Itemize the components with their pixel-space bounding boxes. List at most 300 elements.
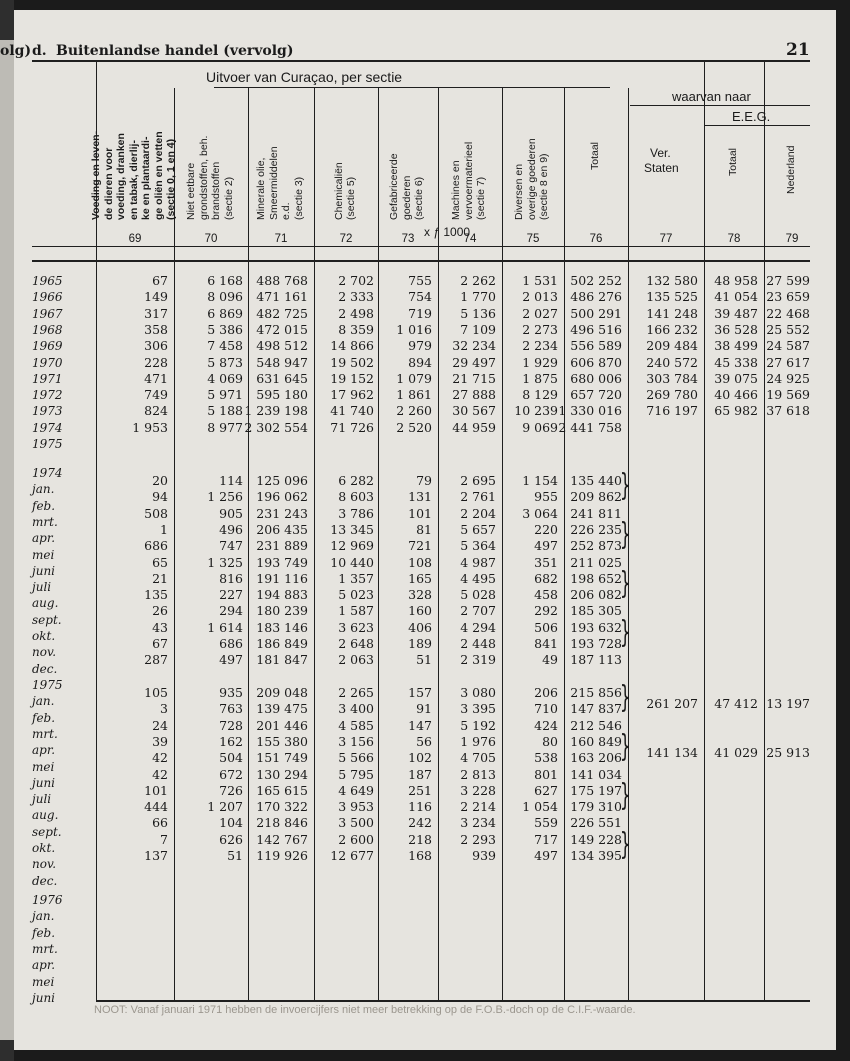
table-cell: 8 603 bbox=[338, 489, 374, 505]
year-label: 1965 bbox=[32, 274, 63, 288]
table-cell: 215 856 bbox=[570, 685, 622, 700]
running-header-left: olg) bbox=[0, 43, 32, 59]
table-cell: 42 bbox=[152, 766, 168, 782]
table-cell: 170 322 bbox=[256, 799, 308, 815]
table-cell: 4 987 bbox=[460, 554, 496, 570]
column-header-line: (sectie 2) bbox=[222, 176, 235, 220]
table-cell: 39 487 bbox=[714, 305, 758, 321]
table-cell: 114 bbox=[219, 473, 243, 488]
table-cell: 3 623 bbox=[338, 619, 374, 635]
table-cell: 56 bbox=[416, 733, 432, 749]
month-label: feb. bbox=[32, 498, 56, 513]
quarter-brace: } bbox=[620, 826, 631, 862]
month-label: juli bbox=[32, 580, 52, 595]
table-cell: 2 441 758 bbox=[558, 419, 622, 435]
column-number: 74 bbox=[463, 233, 477, 245]
table-cell: 682 bbox=[534, 570, 558, 586]
month-label: mrt. bbox=[32, 726, 58, 741]
table-cell: 151 749 bbox=[256, 750, 308, 766]
table-cell: 91 bbox=[416, 701, 432, 717]
scanned-page bbox=[0, 10, 836, 1050]
year-label: 1967 bbox=[32, 306, 63, 321]
table-cell: 7 bbox=[160, 831, 168, 847]
table-cell: 67 bbox=[152, 636, 168, 651]
table-cell: 979 bbox=[408, 338, 432, 354]
month-label: apr. bbox=[32, 531, 56, 546]
table-cell: 3 400 bbox=[338, 701, 374, 717]
table-cell: 38 499 bbox=[714, 338, 758, 354]
table-cell: 1 953 bbox=[132, 419, 168, 435]
table-cell: 252 873 bbox=[570, 538, 622, 554]
table-cell: 317 bbox=[144, 305, 168, 321]
table-cell: 763 bbox=[219, 701, 243, 717]
year-label: 1975 bbox=[32, 437, 63, 451]
table-cell: 556 589 bbox=[570, 338, 622, 354]
table-cell: 548 947 bbox=[256, 354, 308, 370]
column-header-line: Gefabriceerde bbox=[388, 153, 401, 220]
table-cell: 231 889 bbox=[256, 538, 308, 554]
table-cell: 218 bbox=[408, 831, 432, 847]
table-cell: 351 bbox=[534, 554, 558, 570]
table-cell: 39 bbox=[152, 733, 168, 749]
table-cell: 506 bbox=[534, 619, 558, 635]
table-cell: 2 813 bbox=[460, 766, 496, 782]
table-cell: 211 025 bbox=[570, 554, 622, 570]
table-cell: 179 310 bbox=[570, 799, 622, 815]
table-cell: 328 bbox=[408, 587, 432, 603]
table-cell: 51 bbox=[227, 848, 243, 863]
table-cell: 508 bbox=[144, 505, 168, 521]
table-cell: 471 161 bbox=[256, 289, 308, 305]
bottom-rule bbox=[96, 1000, 810, 1002]
table-cell: 672 bbox=[219, 766, 243, 782]
column-header-line: ke en plantaardi- bbox=[140, 136, 153, 220]
column-header-line: grondstoffen, beh. bbox=[197, 135, 210, 220]
table-cell: 19 502 bbox=[330, 354, 374, 370]
table-cell: 30 567 bbox=[452, 403, 496, 419]
month-label: mei bbox=[32, 547, 55, 562]
table-cell: 157 bbox=[408, 685, 432, 700]
table-cell: 65 bbox=[152, 554, 168, 570]
quarter-brace: } bbox=[620, 614, 631, 650]
page-title: Buitenlandse handel (vervolg) bbox=[56, 43, 294, 59]
column-header-line: Diversen en bbox=[513, 163, 526, 220]
table-cell: 22 468 bbox=[766, 305, 810, 321]
table-cell: 24 925 bbox=[766, 370, 810, 386]
column-header-line: vervoermaterieel bbox=[462, 141, 475, 220]
table-cell: 142 767 bbox=[256, 831, 308, 847]
table-cell: 125 096 bbox=[256, 473, 308, 488]
table-cell: 2 333 bbox=[338, 289, 374, 305]
table-cell: 2 702 bbox=[338, 273, 374, 288]
month-label: aug. bbox=[32, 596, 59, 611]
table-cell: 8 977 bbox=[207, 419, 243, 435]
table-cell: 894 bbox=[408, 354, 432, 370]
month-label: juli bbox=[32, 792, 52, 807]
table-cell: 9 069 bbox=[522, 419, 558, 435]
table-cell: 3 786 bbox=[338, 505, 374, 521]
month-label: mrt. bbox=[32, 514, 58, 529]
month-label: nov. bbox=[32, 857, 57, 872]
table-cell: 939 bbox=[472, 848, 496, 863]
table-cell: 6 869 bbox=[207, 305, 243, 321]
table-cell: 51 bbox=[416, 652, 432, 668]
table-cell: 3 156 bbox=[338, 733, 374, 749]
table-cell: 1 929 bbox=[522, 354, 558, 370]
table-cell: 716 197 bbox=[646, 403, 698, 419]
month-label: juni bbox=[32, 990, 56, 1005]
column-number: 72 bbox=[339, 233, 353, 245]
table-cell: 37 618 bbox=[766, 403, 810, 419]
quarter-brace: } bbox=[620, 777, 631, 813]
quarterly-cell: 13 197 bbox=[766, 696, 810, 711]
table-cell: 147 bbox=[408, 717, 432, 733]
table-cell: 841 bbox=[534, 636, 558, 651]
year-label: 1972 bbox=[32, 388, 63, 403]
table-cell: 24 bbox=[152, 717, 168, 733]
table-cell: 102 bbox=[408, 750, 432, 766]
table-cell: 209 484 bbox=[646, 338, 698, 354]
table-cell: 292 bbox=[534, 603, 558, 619]
table-cell: 226 235 bbox=[570, 521, 622, 537]
table-cell: 538 bbox=[534, 750, 558, 766]
table-cell: 1 587 bbox=[338, 603, 374, 619]
table-cell: 10 440 bbox=[330, 554, 374, 570]
table-cell: 1 976 bbox=[460, 733, 496, 749]
table-cell: 5 657 bbox=[460, 521, 496, 537]
column-header-line: Machines en bbox=[450, 160, 463, 220]
table-cell: 824 bbox=[144, 403, 168, 419]
table-cell: 81 bbox=[416, 521, 432, 537]
table-cell: 116 bbox=[408, 799, 432, 815]
table-cell: 194 883 bbox=[256, 587, 308, 603]
column-divider bbox=[174, 88, 175, 1000]
table-cell: 5 192 bbox=[460, 717, 496, 733]
year-label: 1974 bbox=[32, 466, 63, 480]
table-cell: 626 bbox=[219, 831, 243, 847]
quarterly-cell: 47 412 bbox=[714, 696, 758, 711]
table-cell: 1 016 bbox=[396, 321, 432, 337]
table-cell: 10 239 bbox=[514, 403, 558, 419]
column-number: 76 bbox=[589, 233, 603, 245]
table-cell: 218 846 bbox=[256, 815, 308, 831]
table-cell: 196 062 bbox=[256, 489, 308, 505]
table-cell: 79 bbox=[416, 473, 432, 488]
year-label: 1975 bbox=[32, 678, 63, 692]
table-cell: 1 357 bbox=[338, 570, 374, 586]
table-cell: 1 330 016 bbox=[558, 403, 622, 419]
eeg-header: E.E.G. bbox=[732, 109, 771, 124]
table-cell: 231 243 bbox=[256, 505, 308, 521]
table-cell: 19 152 bbox=[330, 370, 374, 386]
table-cell: 228 bbox=[144, 354, 168, 370]
table-cell: 101 bbox=[408, 505, 432, 521]
table-cell: 2 761 bbox=[460, 489, 496, 505]
table-cell: 19 569 bbox=[766, 387, 810, 403]
month-label: apr. bbox=[32, 743, 56, 758]
table-cell: 160 849 bbox=[570, 733, 622, 749]
table-cell: 287 bbox=[144, 652, 168, 668]
year-label: 1969 bbox=[32, 339, 63, 354]
year-label: 1966 bbox=[32, 290, 63, 305]
table-cell: 41 054 bbox=[714, 289, 758, 305]
table-cell: 48 958 bbox=[714, 273, 758, 288]
section-marker: d. bbox=[32, 43, 47, 59]
waarvan-naar: waarvan naar bbox=[672, 89, 751, 104]
table-cell: 710 bbox=[534, 701, 558, 717]
table-cell: 44 959 bbox=[452, 419, 496, 435]
table-cell: 2 600 bbox=[338, 831, 374, 847]
table-cell: 20 bbox=[152, 473, 168, 488]
month-label: mei bbox=[32, 759, 55, 774]
table-cell: 7 458 bbox=[207, 338, 243, 354]
table-cell: 935 bbox=[219, 685, 243, 700]
table-cell: 149 228 bbox=[570, 831, 622, 847]
column-header-line: (sectie 8 en 9) bbox=[538, 153, 551, 220]
table-cell: 2 265 bbox=[338, 685, 374, 700]
table-cell: 193 632 bbox=[570, 619, 622, 635]
table-cell: 294 bbox=[219, 603, 243, 619]
table-cell: 1 614 bbox=[207, 619, 243, 635]
super-header-rule bbox=[214, 87, 610, 88]
table-cell: 132 580 bbox=[646, 273, 698, 288]
table-cell: 5 566 bbox=[338, 750, 374, 766]
table-cell: 23 659 bbox=[766, 289, 810, 305]
table-cell: 135 525 bbox=[646, 289, 698, 305]
table-cell: 198 652 bbox=[570, 570, 622, 586]
table-cell: 1 531 bbox=[522, 273, 558, 288]
table-cell: 444 bbox=[144, 799, 168, 815]
table-cell: 686 bbox=[219, 636, 243, 651]
table-cell: 80 bbox=[542, 733, 558, 749]
table-cell: 212 546 bbox=[570, 717, 622, 733]
table-cell: 162 bbox=[219, 733, 243, 749]
table-cell: 1 256 bbox=[207, 489, 243, 505]
table-cell: 488 768 bbox=[256, 273, 308, 288]
table-cell: 2 013 bbox=[522, 289, 558, 305]
table-cell: 728 bbox=[219, 717, 243, 733]
table-cell: 4 585 bbox=[338, 717, 374, 733]
table-cell: 747 bbox=[219, 538, 243, 554]
table-cell: 226 551 bbox=[570, 815, 622, 831]
table-cell: 45 338 bbox=[714, 354, 758, 370]
table-cell: 135 440 bbox=[570, 473, 622, 488]
column-header-line: (sectie 3) bbox=[292, 176, 305, 220]
table-cell: 595 180 bbox=[256, 387, 308, 403]
table-cell: 486 276 bbox=[570, 289, 622, 305]
month-label: jan. bbox=[32, 694, 55, 709]
column-number: 71 bbox=[274, 233, 288, 245]
table-cell: 2 302 554 bbox=[244, 419, 308, 435]
column-header-line: Ver. bbox=[650, 146, 671, 160]
table-cell: 6 282 bbox=[338, 473, 374, 488]
table-cell: 191 116 bbox=[256, 570, 308, 586]
month-label: jan. bbox=[32, 482, 55, 497]
table-cell: 3 395 bbox=[460, 701, 496, 717]
table-cell: 185 305 bbox=[570, 603, 622, 619]
table-cell: 3 228 bbox=[460, 782, 496, 798]
table-cell: 206 082 bbox=[570, 587, 622, 603]
table-cell: 1 154 bbox=[522, 473, 558, 488]
table-cell: 181 847 bbox=[256, 652, 308, 668]
quarter-brace: } bbox=[620, 680, 631, 715]
table-cell: 905 bbox=[219, 505, 243, 521]
table-cell: 496 516 bbox=[570, 321, 622, 337]
table-cell: 2 204 bbox=[460, 505, 496, 521]
table-cell: 147 837 bbox=[570, 701, 622, 717]
table-cell: 65 982 bbox=[714, 403, 758, 419]
column-divider bbox=[502, 88, 503, 1000]
column-divider bbox=[314, 88, 315, 1000]
table-cell: 5 795 bbox=[338, 766, 374, 782]
month-label: sept. bbox=[32, 824, 62, 839]
table-cell: 220 bbox=[534, 521, 558, 537]
table-cell: 816 bbox=[219, 570, 243, 586]
table-cell: 559 bbox=[534, 815, 558, 831]
table-cell: 2 648 bbox=[338, 636, 374, 651]
month-label: nov. bbox=[32, 645, 57, 660]
table-cell: 680 006 bbox=[570, 370, 622, 386]
year-label: 1976 bbox=[32, 893, 63, 907]
table-cell: 5 188 bbox=[207, 403, 243, 419]
table-cell: 180 239 bbox=[256, 603, 308, 619]
table-cell: 141 034 bbox=[570, 766, 622, 782]
table-cell: 686 bbox=[144, 538, 168, 554]
table-cell: 4 069 bbox=[207, 370, 243, 386]
quarter-brace: } bbox=[620, 565, 631, 601]
table-cell: 149 bbox=[144, 289, 168, 305]
table-cell: 1 bbox=[160, 521, 168, 537]
table-cell: 482 725 bbox=[256, 305, 308, 321]
table-cell: 1 325 bbox=[207, 554, 243, 570]
column-number: 70 bbox=[204, 233, 218, 245]
table-cell: 251 bbox=[408, 782, 432, 798]
column-header-line: Staten bbox=[644, 161, 679, 175]
month-label: sept. bbox=[32, 612, 62, 627]
waarvan-rule bbox=[630, 105, 810, 106]
column-number: 73 bbox=[401, 233, 415, 245]
table-cell: 2 448 bbox=[460, 636, 496, 651]
table-cell: 108 bbox=[408, 554, 432, 570]
column-header-line: (sectie 0, 1 en 4) bbox=[165, 138, 178, 220]
table-cell: 269 780 bbox=[646, 387, 698, 403]
table-cell: 39 075 bbox=[714, 370, 758, 386]
table-cell: 14 866 bbox=[330, 338, 374, 354]
table-cell: 189 bbox=[408, 636, 432, 651]
table-cell: 193 728 bbox=[570, 636, 622, 651]
table-cell: 187 bbox=[408, 766, 432, 782]
table-cell: 183 146 bbox=[256, 619, 308, 635]
table-cell: 17 962 bbox=[330, 387, 374, 403]
table-cell: 606 870 bbox=[570, 354, 622, 370]
top-rule bbox=[32, 60, 810, 62]
column-header-line: (sectie 6) bbox=[413, 176, 426, 220]
table-cell: 717 bbox=[534, 831, 558, 847]
table-cell: 209 862 bbox=[570, 489, 622, 505]
table-cell: 134 395 bbox=[570, 848, 622, 863]
column-header-line: en tabak, dierlij- bbox=[127, 140, 140, 220]
table-cell: 719 bbox=[408, 305, 432, 321]
quarter-brace: } bbox=[620, 468, 631, 503]
table-cell: 155 380 bbox=[256, 733, 308, 749]
month-label: okt. bbox=[32, 841, 56, 855]
table-cell: 749 bbox=[144, 387, 168, 403]
table-cell: 119 926 bbox=[256, 848, 308, 863]
table-cell: 40 466 bbox=[714, 387, 758, 403]
table-cell: 104 bbox=[219, 815, 243, 831]
table-cell: 2 707 bbox=[460, 603, 496, 619]
table-cell: 2 262 bbox=[460, 273, 496, 288]
column-header-line: Voeding en leven- bbox=[90, 130, 103, 220]
eeg-rule bbox=[704, 125, 810, 126]
table-cell: 206 435 bbox=[256, 521, 308, 537]
table-cell: 4 649 bbox=[338, 782, 374, 798]
column-number: 79 bbox=[785, 233, 799, 245]
table-cell: 241 811 bbox=[570, 505, 622, 521]
table-cell: 358 bbox=[144, 321, 168, 337]
year-label: 1973 bbox=[32, 404, 63, 419]
month-label: juni bbox=[32, 775, 56, 790]
table-cell: 2 214 bbox=[460, 799, 496, 815]
table-cell: 5 136 bbox=[460, 305, 496, 321]
table-cell: 21 bbox=[152, 570, 168, 586]
year-label: 1971 bbox=[32, 371, 63, 386]
table-cell: 186 849 bbox=[256, 636, 308, 651]
table-cell: 424 bbox=[534, 717, 558, 733]
quarter-brace: } bbox=[620, 728, 631, 764]
table-cell: 27 617 bbox=[766, 354, 810, 370]
table-cell: 168 bbox=[408, 848, 432, 863]
table-cell: 3 953 bbox=[338, 799, 374, 815]
table-cell: 2 027 bbox=[522, 305, 558, 321]
table-cell: 497 bbox=[219, 652, 243, 668]
table-cell: 130 294 bbox=[256, 766, 308, 782]
column-header-line: goederen bbox=[400, 175, 413, 220]
month-label: dec. bbox=[32, 661, 58, 676]
table-cell: 8 096 bbox=[207, 289, 243, 305]
column-header-line: Nederland bbox=[785, 145, 797, 194]
column-header-line: e.d. bbox=[280, 202, 292, 220]
column-header-line: Niet eetbare bbox=[185, 162, 197, 220]
table-cell: 801 bbox=[534, 766, 558, 782]
column-divider bbox=[764, 60, 765, 1000]
table-cell: 2 319 bbox=[460, 652, 496, 668]
table-cell: 66 bbox=[152, 815, 168, 831]
table-cell: 94 bbox=[152, 489, 168, 505]
table-cell: 137 bbox=[144, 848, 168, 863]
column-header-line: (sectie 7) bbox=[475, 176, 488, 220]
table-cell: 5 364 bbox=[460, 538, 496, 554]
table-cell: 193 749 bbox=[256, 554, 308, 570]
table-cell: 4 495 bbox=[460, 570, 496, 586]
column-header-line: Smeermiddelen bbox=[267, 146, 280, 220]
table-cell: 187 113 bbox=[570, 652, 622, 668]
table-cell: 71 726 bbox=[330, 419, 374, 435]
table-cell: 3 bbox=[160, 701, 168, 717]
table-cell: 165 bbox=[408, 570, 432, 586]
table-cell: 8 129 bbox=[522, 387, 558, 403]
table-cell: 2 293 bbox=[460, 831, 496, 847]
table-cell: 1 770 bbox=[460, 289, 496, 305]
table-cell: 105 bbox=[144, 685, 168, 700]
column-divider bbox=[248, 88, 249, 1000]
table-cell: 27 888 bbox=[452, 387, 496, 403]
table-cell: 7 109 bbox=[460, 321, 496, 337]
table-cell: 139 475 bbox=[256, 701, 308, 717]
table-cell: 206 bbox=[534, 685, 558, 700]
table-cell: 502 252 bbox=[570, 273, 622, 288]
table-cell: 627 bbox=[534, 782, 558, 798]
